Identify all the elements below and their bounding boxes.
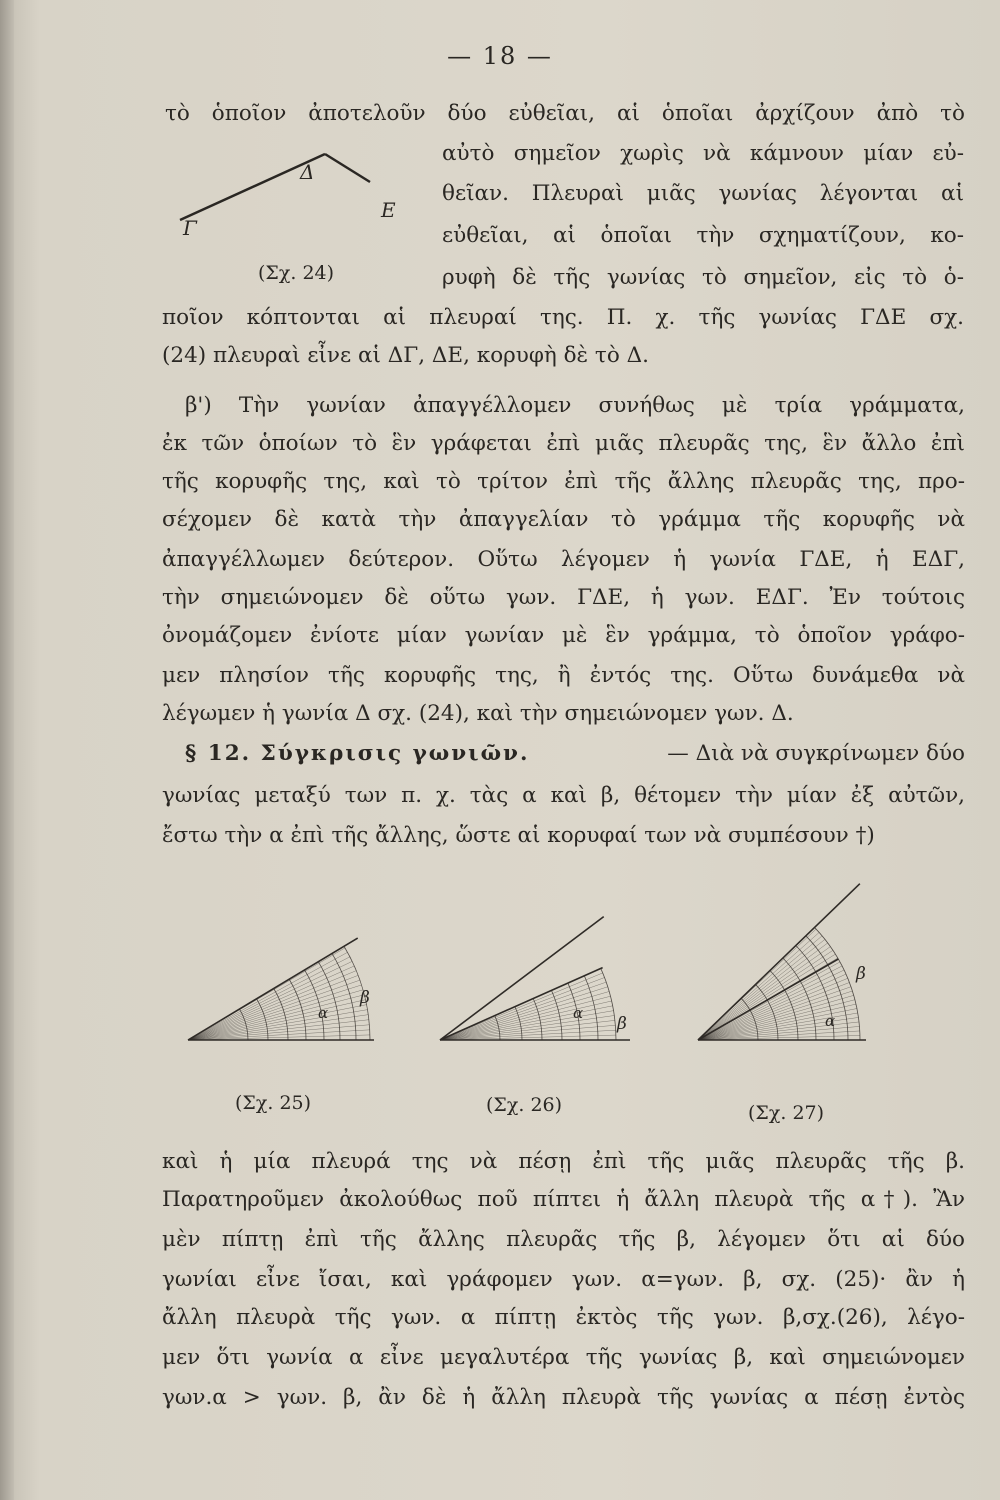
figure-24-caption: (Σχ. 24) xyxy=(258,262,335,284)
text-line: ὀνομάζομεν ἐνίοτε μίαν γωνίαν μὲ ἓν γράμμα, τὸ ὁποῖον γράφο- xyxy=(162,623,965,648)
figure-27-angles xyxy=(698,884,866,1040)
figure-26-caption: (Σχ. 26) xyxy=(486,1094,563,1116)
figure-25-angles xyxy=(188,938,374,1040)
text-line: εὐθεῖαι, αἱ ὁποῖαι τὴν σχηματίζουν, κο- xyxy=(442,223,964,248)
text-line: ρυφὴ δὲ τῆς γωνίας τὸ σημεῖον, εἰς τὸ ὁ- xyxy=(442,265,964,290)
book-spine xyxy=(0,0,14,1500)
figure-27-caption: (Σχ. 27) xyxy=(748,1102,825,1124)
text-line: γωνίας μεταξύ των π. χ. τὰς α καὶ β, θέτομεν τὴν μίαν ἐξ αὐτῶν, xyxy=(162,783,965,808)
fig26-label-beta: β xyxy=(617,1014,627,1034)
figures-25-27 xyxy=(0,880,1000,1100)
text-line: γων.α > γων. β, ἂν δὲ ἡ ἄλλη πλευρὰ τῆς γωνίας α πέσῃ ἐντὸς xyxy=(162,1385,965,1410)
text-line: μὲν πίπτῃ ἐπὶ τῆς ἄλλης πλευρᾶς τῆς β, λέγομεν ὅτι αἱ δύο xyxy=(162,1227,965,1252)
page-number: — 18 — xyxy=(447,42,553,70)
text-line: ἔστω τὴν α ἐπὶ τῆς ἄλλης, ὥστε αἱ κορυφαί των νὰ συμπέσουν †) xyxy=(162,823,875,848)
text-line: Παρατηροῦμεν ἀκολούθως ποῦ πίπτει ἡ ἄλλη πλευρὰ τῆς α†). Ἂν xyxy=(162,1187,965,1212)
label-epsilon: Ε xyxy=(381,198,396,222)
text-line: αὐτὸ σημεῖον χωρὶς νὰ κάμνουν μίαν εὐ- xyxy=(442,141,964,166)
text-line: μεν ὅτι γωνία α εἶνε μεγαλυτέρα τῆς γωνίας β, καὶ σημειώνομεν xyxy=(162,1345,965,1370)
text-line: τὴν σημειώνομεν δὲ οὕτω γων. ΓΔΕ, ἡ γων. ΕΔΓ. Ἐν τούτοις xyxy=(162,585,965,610)
text-line: τὸ ὁποῖον ἀποτελοῦν δύο εὐθεῖαι, αἱ ὁποῖαι ἀρχίζουν ἀπὸ τὸ xyxy=(165,101,965,126)
fig26-label-alpha: α xyxy=(573,1004,584,1022)
section-intro: — Διὰ νὰ συγκρίνωμεν δύο xyxy=(667,741,965,766)
figure-24-angle xyxy=(170,140,430,250)
section-heading xyxy=(185,740,965,768)
text-line: λέγωμεν ἡ γωνία Δ σχ. (24), καὶ τὴν σημειώνομεν γων. Δ. xyxy=(162,701,794,726)
section-title: § 12. Σύγκρισις γωνιῶν. xyxy=(185,741,530,766)
figure-25-caption: (Σχ. 25) xyxy=(235,1092,312,1114)
text-line: μεν πλησίον τῆς κορυφῆς της, ἢ ἐντός της. Οὕτω δυνάμεθα νὰ xyxy=(162,663,965,688)
text-line: (24) πλευραὶ εἶνε αἱ ΔΓ, ΔΕ, κορυφὴ δὲ τὸ Δ. xyxy=(162,343,649,368)
text-line: θεῖαν. Πλευραὶ μιᾶς γωνίας λέγονται αἱ xyxy=(442,181,964,206)
label-delta: Δ xyxy=(300,160,315,184)
fig25-label-alpha: α xyxy=(318,1004,329,1022)
fig27-label-alpha: α xyxy=(825,1012,836,1030)
fig25-label-beta: β xyxy=(360,988,370,1008)
text-line: ἄλλη πλευρὰ τῆς γων. α πίπτῃ ἐκτὸς τῆς γων. β,σχ.(26), λέγο- xyxy=(162,1305,965,1330)
text-line: τῆς κορυφῆς της, καὶ τὸ τρίτον ἐπὶ τῆς ἄλλης πλευρᾶς της, προ- xyxy=(162,469,965,494)
text-line: καὶ ἡ μία πλευρά της νὰ πέσῃ ἐπὶ τῆς μιᾶς πλευρᾶς τῆς β. xyxy=(162,1149,965,1174)
text-line: σέχομεν δὲ κατὰ τὴν ἀπαγγελίαν τὸ γράμμα τῆς κορυφῆς νὰ xyxy=(162,507,965,532)
text-line: ἐκ τῶν ὁποίων τὸ ἓν γράφεται ἐπὶ μιᾶς πλευρᾶς της, ἓν ἄλλο ἐπὶ xyxy=(162,431,965,456)
text-line: ποῖον κόπτονται αἱ πλευραί της. Π. χ. τῆς γωνίας ΓΔΕ σχ. xyxy=(162,305,964,330)
fig27-label-beta: β xyxy=(856,964,866,984)
text-line: β') Τὴν γωνίαν ἀπαγγέλλομεν συνήθως μὲ τρία γράμματα, xyxy=(185,393,965,418)
text-line: γωνίαι εἶνε ἴσαι, καὶ γράφομεν γων. α=γων. β, σχ. (25)· ἂν ἡ xyxy=(162,1267,965,1292)
text-line: ἀπαγγέλλωμεν δεύτερον. Οὕτω λέγομεν ἡ γωνία ΓΔΕ, ἡ ΕΔΓ, xyxy=(162,547,965,572)
figure-26-angles xyxy=(440,917,630,1040)
label-gamma: Γ xyxy=(183,216,197,240)
